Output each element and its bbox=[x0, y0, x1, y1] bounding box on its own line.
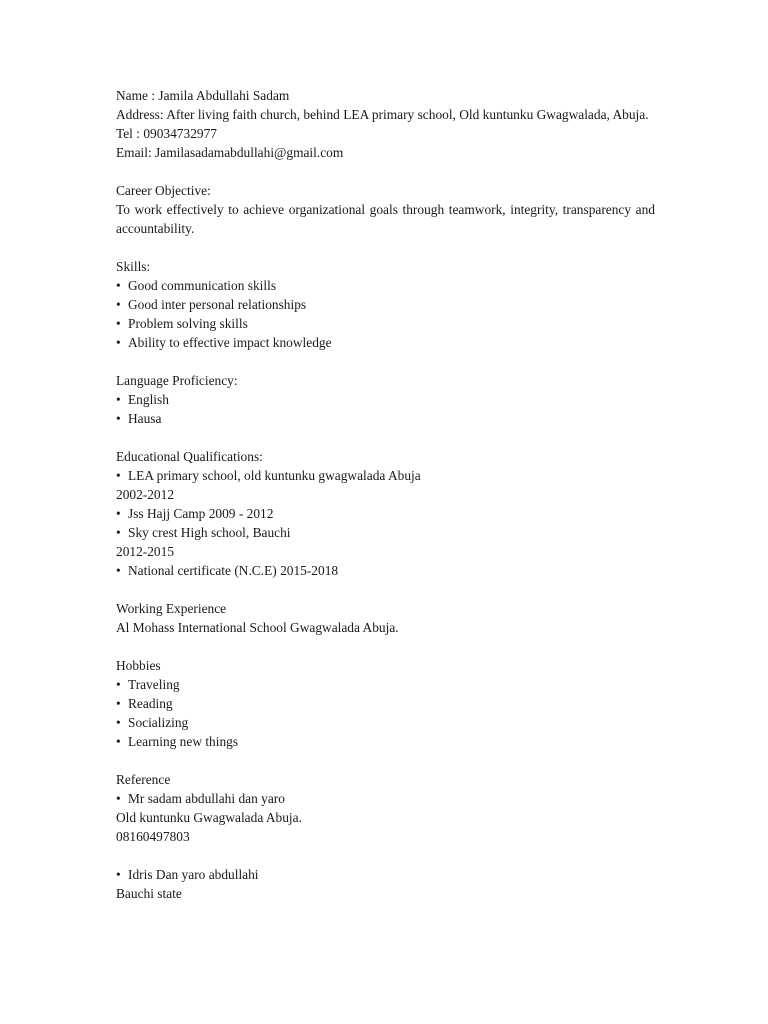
bullet-icon: • bbox=[116, 734, 121, 749]
bullet-icon: • bbox=[116, 278, 121, 293]
hobby-item: • Learning new things bbox=[116, 734, 239, 749]
education-years: 2012-2015 bbox=[116, 544, 175, 559]
skill-item: • Problem solving skills bbox=[116, 316, 248, 331]
reference-address: Bauchi state bbox=[116, 886, 182, 901]
education-section bbox=[116, 447, 655, 580]
reference-heading: Reference bbox=[116, 772, 171, 787]
tel-line: Tel : 09034732977 bbox=[116, 126, 217, 141]
bullet-icon: • bbox=[116, 506, 121, 521]
hobbies-heading: Hobbies bbox=[116, 658, 161, 673]
education-item: • Sky crest High school, Bauchi bbox=[116, 525, 291, 540]
bullet-icon: • bbox=[116, 525, 121, 540]
bullet-icon: • bbox=[116, 677, 121, 692]
bullet-icon: • bbox=[116, 335, 121, 350]
hobby-item: • Socializing bbox=[116, 715, 189, 730]
hobby-item: • Traveling bbox=[116, 677, 180, 692]
skill-item: • Good inter personal relationships bbox=[116, 297, 307, 312]
skills-section bbox=[116, 257, 655, 352]
reference-name: • Idris Dan yaro abdullahi bbox=[116, 867, 259, 882]
bullet-icon: • bbox=[116, 715, 121, 730]
bullet-icon: • bbox=[116, 867, 121, 882]
language-item: • Hausa bbox=[116, 411, 162, 426]
education-item: • National certificate (N.C.E) 2015-2018 bbox=[116, 563, 339, 578]
education-years: 2002-2012 bbox=[116, 487, 175, 502]
language-item: • English bbox=[116, 392, 169, 407]
bullet-icon: • bbox=[116, 392, 121, 407]
resume-page bbox=[116, 86, 655, 903]
education-item: • LEA primary school, old kuntunku gwagwalada Abuja bbox=[116, 468, 421, 483]
language-section bbox=[116, 371, 655, 428]
contact-section bbox=[116, 86, 655, 162]
career-objective-section bbox=[116, 181, 655, 238]
reference-entry bbox=[116, 865, 655, 903]
bullet-icon: • bbox=[116, 316, 121, 331]
name-line: Name : Jamila Abdullahi Sadam bbox=[116, 88, 290, 103]
bullet-icon: • bbox=[116, 411, 121, 426]
language-heading: Language Proficiency: bbox=[116, 373, 238, 388]
bullet-icon: • bbox=[116, 297, 121, 312]
experience-section bbox=[116, 599, 655, 637]
skill-item: • Ability to effective impact knowledge bbox=[116, 335, 332, 350]
experience-text: Al Mohass International School Gwagwalada Abuja. bbox=[116, 620, 399, 635]
skills-heading: Skills: bbox=[116, 259, 151, 274]
experience-heading: Working Experience bbox=[116, 601, 227, 616]
reference-address: Old kuntunku Gwagwalada Abuja. bbox=[116, 810, 302, 825]
bullet-icon: • bbox=[116, 563, 121, 578]
career-objective-heading: Career Objective: bbox=[116, 183, 211, 198]
reference-phone: 08160497803 bbox=[116, 829, 190, 844]
bullet-icon: • bbox=[116, 696, 121, 711]
bullet-icon: • bbox=[116, 791, 121, 806]
reference-section bbox=[116, 770, 655, 903]
education-heading: Educational Qualifications: bbox=[116, 449, 263, 464]
hobbies-section bbox=[116, 656, 655, 751]
skill-item: • Good communication skills bbox=[116, 278, 277, 293]
bullet-icon: • bbox=[116, 468, 121, 483]
education-item: • Jss Hajj Camp 2009 - 2012 bbox=[116, 506, 274, 521]
email-line: Email: Jamilasadamabdullahi@gmail.com bbox=[116, 145, 344, 160]
hobby-item: • Reading bbox=[116, 696, 173, 711]
address-line: Address: After living faith church, behind LEA primary school, Old kuntunku Gwagwalada, Abuja. bbox=[116, 107, 649, 122]
career-objective-text: To work effectively to achieve organizational goals through teamwork, integrity, transparency and accountability. bbox=[116, 202, 655, 236]
reference-name: • Mr sadam abdullahi dan yaro bbox=[116, 791, 285, 806]
